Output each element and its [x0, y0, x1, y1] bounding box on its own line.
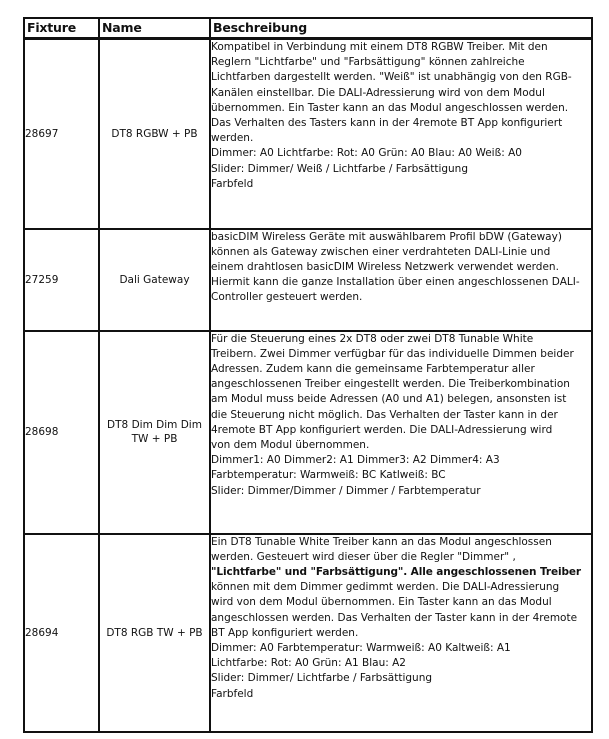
fixture-name: Dali Gateway — [99, 229, 210, 331]
description-line: Farbfeld — [211, 177, 254, 190]
fixture-id: 28694 — [24, 534, 99, 732]
description-line: 4remote BT App konfiguriert werden. Die DALI-Adressierung wird — [211, 423, 553, 436]
description-line: Adressen. Zudem kann die gemeinsame Farbtemperatur aller — [211, 362, 535, 375]
fixture-name: DT8 Dim Dim Dim TW + PB — [99, 331, 210, 534]
description-line: Treibern. Zwei Dimmer verfügbar für das individuelle Dimmen beider — [211, 347, 574, 360]
description-line: am Modul muss beide Adressen (A0 und A1) belegen, ansonsten ist — [211, 393, 567, 406]
description-line-bold: "Lichtfarbe" und "Farbsättigung". Alle angeschlossenen Treiber — [211, 565, 582, 578]
table-row — [24, 534, 592, 732]
description-line: werden. — [211, 132, 254, 145]
header-name: Name — [99, 18, 210, 39]
description-line: können mit dem Dimmer gedimmt werden. Die DALI-Adressierung — [211, 581, 560, 594]
table-row — [24, 39, 592, 229]
description-line: werden. Gesteuert wird dieser über die Regler "Dimmer" , — [211, 550, 516, 563]
description-line: Das Verhalten des Tasters kann in der 4remote BT App konfiguriert — [211, 117, 563, 130]
description-line: BT App konfiguriert werden. — [211, 626, 359, 639]
description-line: von dem Modul übernommen. — [211, 438, 370, 451]
fixture-id: 28698 — [24, 331, 99, 534]
description-line: Farbfeld — [211, 687, 254, 700]
description-line: Lichtfarbe: Rot: A0 Grün: A1 Blau: A2 — [211, 657, 406, 670]
description-line: übernommen. Ein Taster kann an das Modul angeschlossen werden. — [211, 101, 569, 114]
description-line: Hiermit kann die ganze Installation über einen angeschlossenen DALI- — [211, 276, 580, 289]
fixture-description — [210, 331, 592, 534]
fixture-name: DT8 RGB TW + PB — [99, 534, 210, 732]
fixture-name: DT8 RGBW + PB — [99, 39, 210, 229]
description-line: Kompatibel in Verbindung mit einem DT8 RGBW Treiber. Mit den — [211, 41, 548, 53]
description-line: die Steuerung nicht möglich. Das Verhalten der Taster kann in der — [211, 408, 558, 421]
description-line: wird von dem Modul übernommen. Ein Taster kann an das Modul — [211, 596, 552, 609]
table-row — [24, 331, 592, 534]
description-line: Für die Steuerung eines 2x DT8 oder zwei DT8 Tunable White — [211, 332, 534, 345]
fixture-table — [23, 17, 593, 733]
description-line: Controller gesteuert werden. — [211, 291, 363, 304]
table-header-row — [24, 18, 592, 39]
description-line: angeschlossen werden. Das Verhalten der Taster kann in der 4remote — [211, 611, 578, 624]
fixture-description — [210, 39, 592, 229]
description-line: Reglern "Lichtfarbe" und "Farbsättigung" können zahlreiche — [211, 56, 525, 69]
description-line: Kanälen einstellbar. Die DALI-Adressierung wird von dem Modul — [211, 86, 545, 99]
fixture-description — [210, 534, 592, 732]
description-line: Lichtfarben dargestellt werden. "Weiß" ist unabhängig von den RGB- — [211, 71, 572, 84]
header-fixture: Fixture — [24, 18, 99, 39]
description-line: basicDIM Wireless Geräte mit auswählbarem Profil bDW (Gateway) — [211, 230, 562, 243]
description-line: Slider: Dimmer/ Weiß / Lichtfarbe / Farbsättigung — [211, 162, 468, 175]
description-line: Slider: Dimmer/Dimmer / Dimmer / Farbtemperatur — [211, 484, 481, 497]
description-line: Dimmer: A0 Lichtfarbe: Rot: A0 Grün: A0 Blau: A0 Weiß: A0 — [211, 147, 522, 160]
fixture-id: 28697 — [24, 39, 99, 229]
description-line: angeschlossenen Treiber eingestellt werden. Die Treiberkombination — [211, 378, 570, 391]
fixture-description — [210, 229, 592, 331]
description-line: können als Gateway zwischen einer verdrahteten DALI-Linie und — [211, 245, 551, 258]
fixture-id: 27259 — [24, 229, 99, 331]
description-line: Dimmer1: A0 Dimmer2: A1 Dimmer3: A2 Dimmer4: A3 — [211, 454, 500, 467]
description-line: Ein DT8 Tunable White Treiber kann an das Modul angeschlossen — [211, 535, 552, 548]
table-row — [24, 229, 592, 331]
description-line: einem drahtlosen basicDIM Wireless Netzwerk verwendet werden. — [211, 260, 559, 273]
description-line: Farbtemperatur: Warmweiß: BC Katlweiß: BC — [211, 469, 446, 482]
description-line: Dimmer: A0 Farbtemperatur: Warmweiß: A0 Kaltweiß: A1 — [211, 641, 511, 654]
description-line: Slider: Dimmer/ Lichtfarbe / Farbsättigung — [211, 672, 433, 685]
header-description: Beschreibung — [210, 18, 592, 39]
